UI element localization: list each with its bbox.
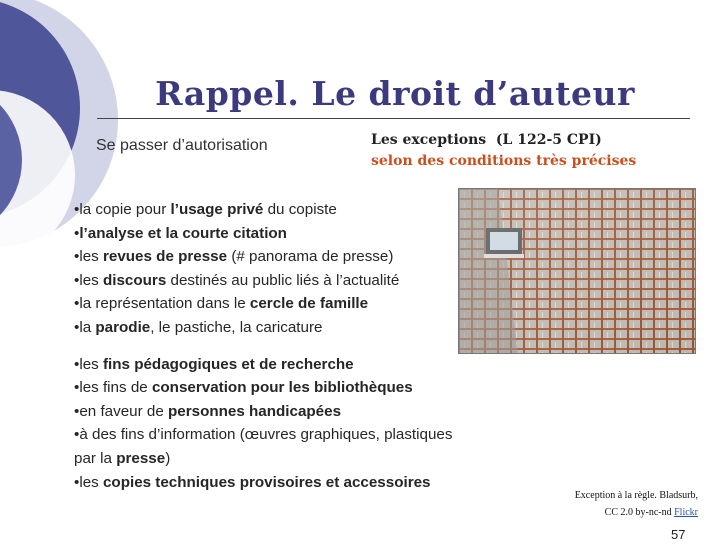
subheading-left: Se passer d’autorisation bbox=[96, 137, 268, 154]
exceptions-list bbox=[74, 198, 464, 494]
exceptions-heading: Les exceptions (L 122-5 CPI) bbox=[371, 132, 602, 148]
photo-caption bbox=[575, 487, 698, 521]
list-item: •la représentation dans le cercle de famille bbox=[74, 295, 369, 313]
flickr-link[interactable]: Flickr bbox=[674, 507, 698, 518]
list-item: •en faveur de personnes handicapées bbox=[74, 402, 342, 420]
list-item: •les fins pédagogiques et de recherche bbox=[74, 355, 354, 373]
page-number: 57 bbox=[671, 527, 686, 542]
list-item: •la parodie, le pastiche, la caricature bbox=[74, 318, 323, 336]
title-divider bbox=[97, 118, 690, 119]
subheading-right bbox=[371, 130, 636, 172]
photo-haze bbox=[458, 188, 696, 354]
conditions-heading: selon des conditions très précises bbox=[371, 153, 637, 169]
list-item: •les fins de conservation pour les bibliothèques bbox=[74, 379, 413, 397]
list-item: •les copies techniques provisoires et accessoires bbox=[74, 473, 431, 491]
list-item: •l’analyse et la courte citation bbox=[74, 224, 287, 242]
list-item: •les discours destinés au public liés à l’actualité bbox=[74, 271, 400, 289]
list-item: •à des fins d’information (œuvres graphiques, plastiques par la presse) bbox=[74, 426, 453, 467]
building-photo bbox=[458, 188, 696, 354]
caption-license: CC 2.0 by-nc-nd Flickr bbox=[604, 507, 698, 518]
list-item: •la copie pour l’usage privé du copiste bbox=[74, 201, 337, 218]
caption-credit: Exception à la règle. Bladsurb, bbox=[574, 490, 698, 501]
slide-title: Rappel. Le droit d’auteur bbox=[155, 74, 635, 113]
list-spacer bbox=[74, 340, 464, 353]
list-item: •les revues de presse (# panorama de presse) bbox=[74, 248, 394, 266]
